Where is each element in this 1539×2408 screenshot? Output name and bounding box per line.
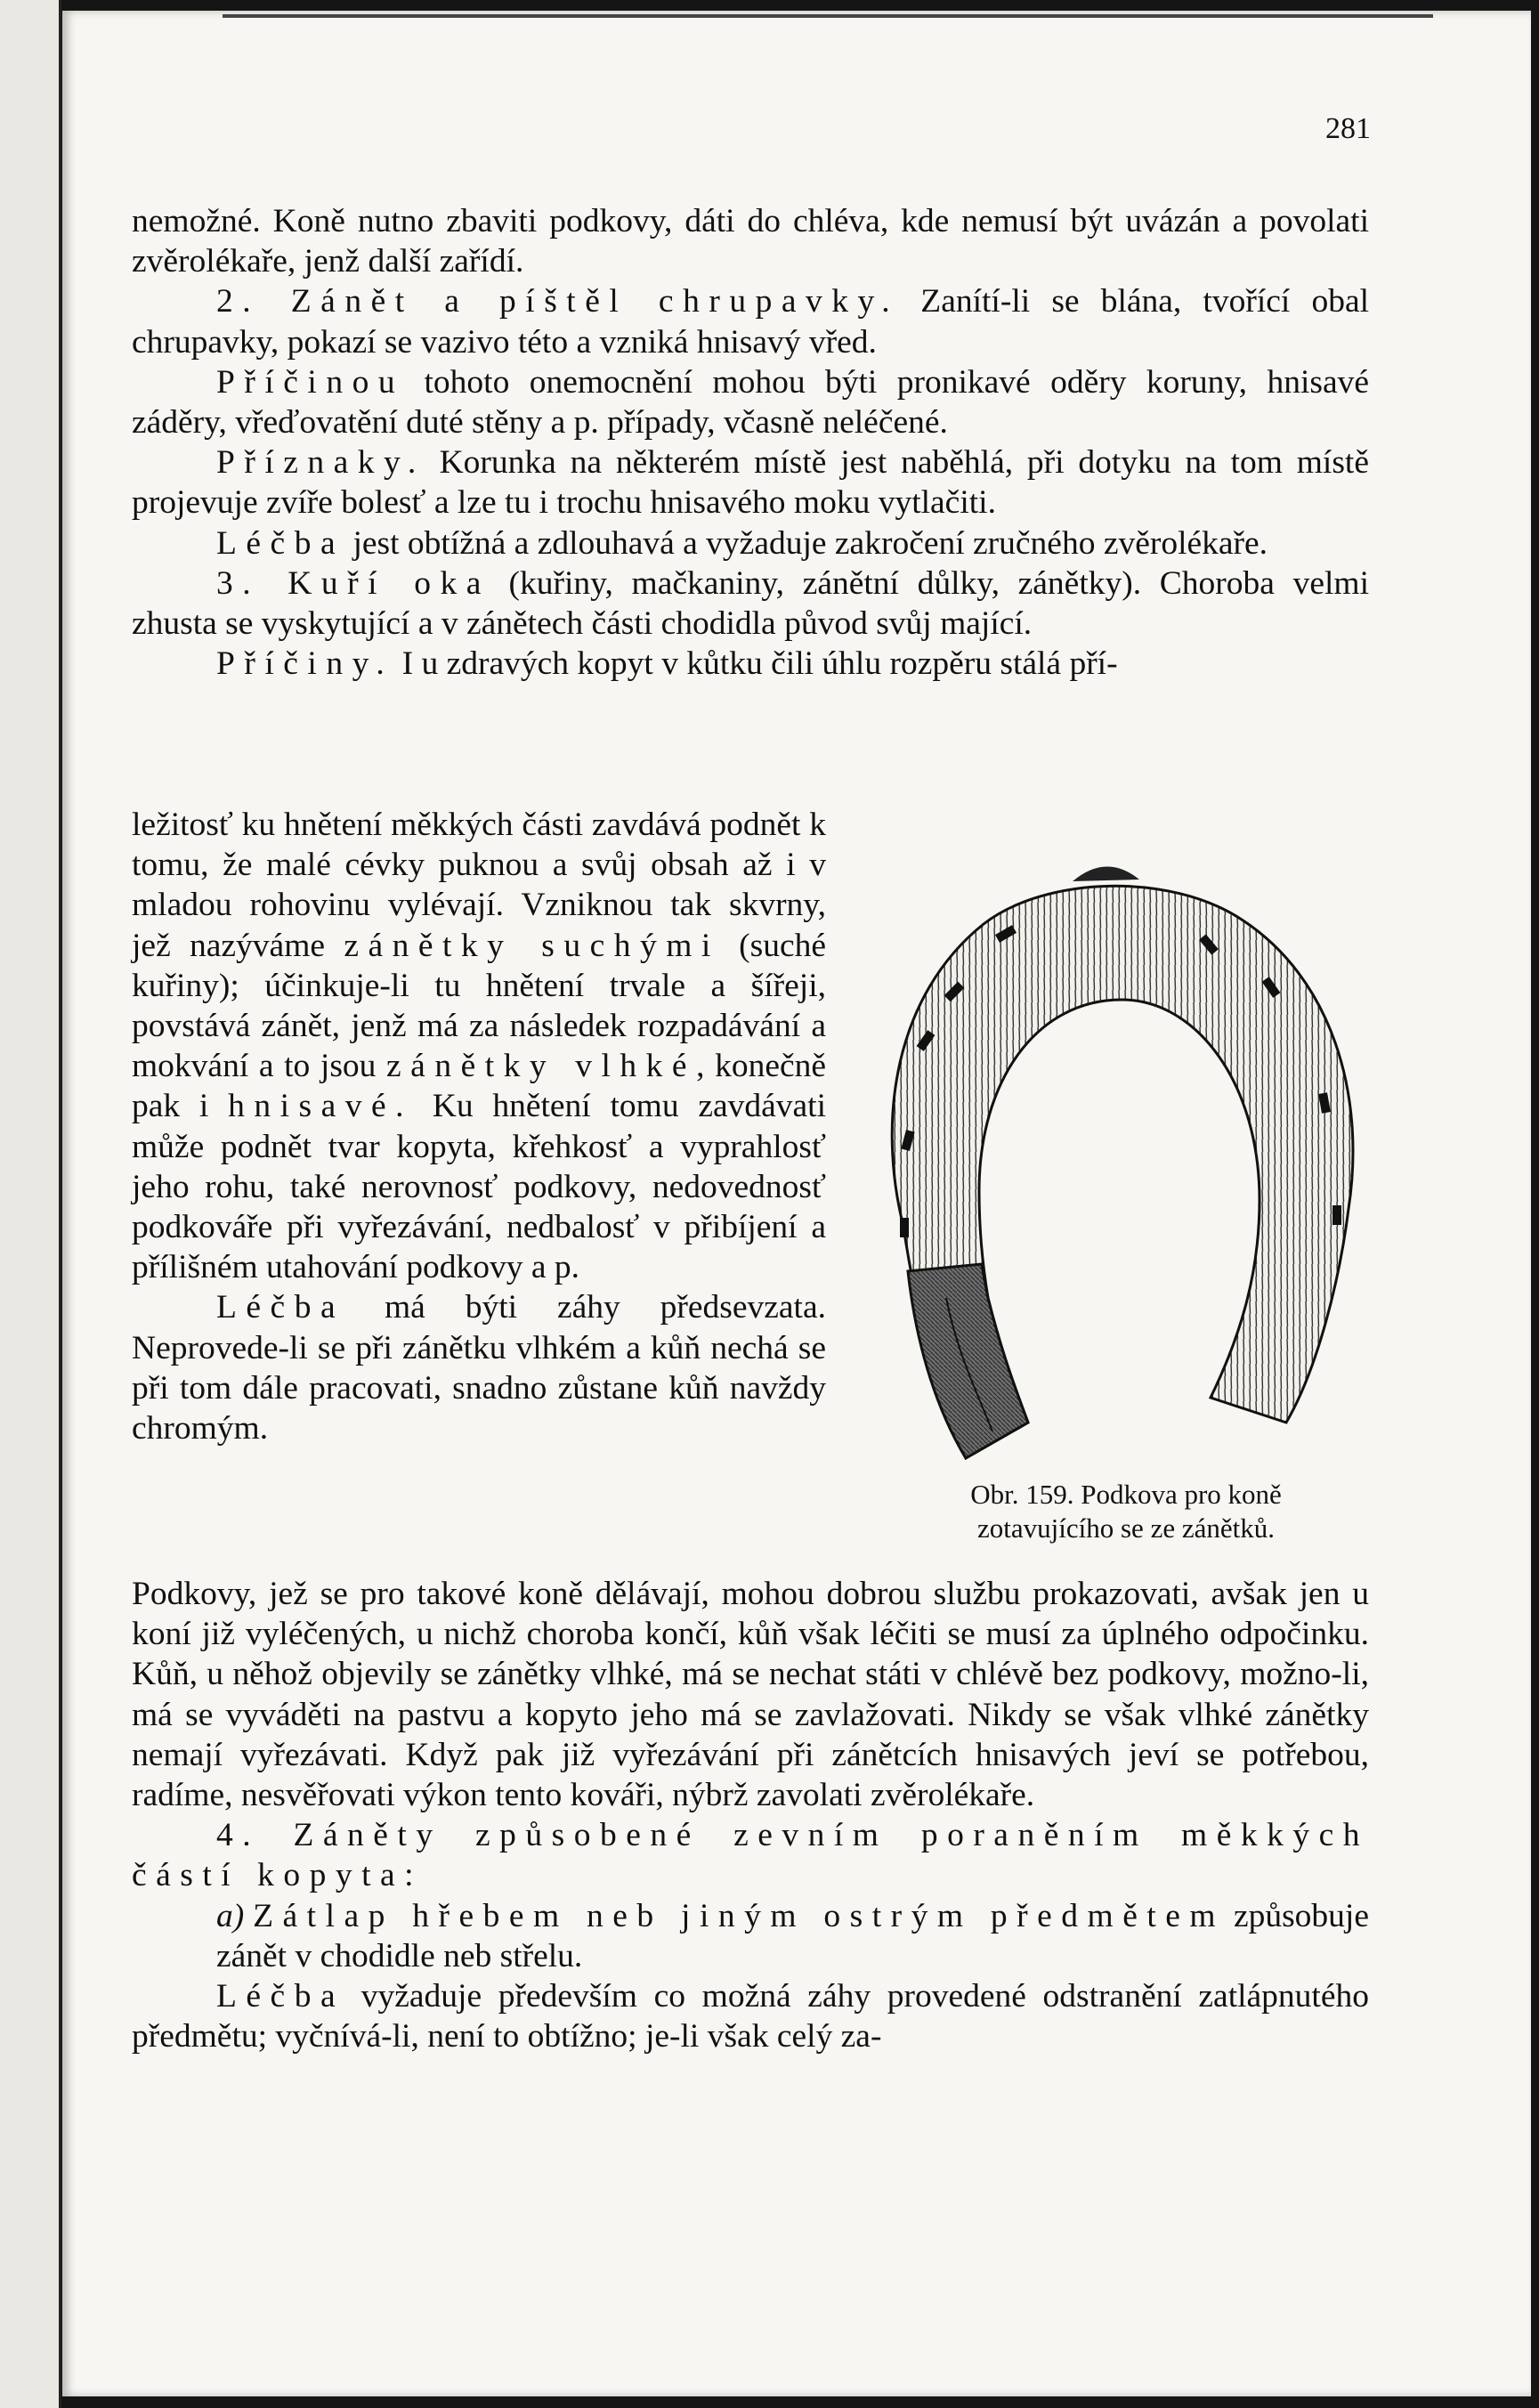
paragraph: Příznaky. Korunka na některém místě jest naběhlá, při dotyku na tom místě projevuje zvíře bolesť a lze tu i trochu hnisavého moku vytlačiti. [132, 444, 1369, 522]
paragraph: Léčba vyžaduje především co možná záhy provedené odstranění zatlápnutého předmětu; vyčnívá-li, není to obtížno; je-li však celý za- [132, 1978, 1369, 2055]
paragraph: Léčba má býti záhy předsevzata. Neprovede-li se při zánětku vlhkém a kůň nechá se při tom dále pracovati, snadno zůstane kůň navždy chromým. [132, 1289, 826, 1447]
caption-line: zotavujícího se ze zánětků. [977, 1512, 1275, 1544]
list-marker: a) [216, 1897, 245, 1934]
paragraph: Příčiny. I u zdravých kopyt v kůtku čili úhlu rozpěru stálá pří- [216, 645, 1118, 683]
paragraph: 3. Kuří oka (kuřiny, mačkaniny, zánětní důlky, zánětky). Choroba velmi zhusta se vyskytující a v zánětech části chodidla původ svůj mající. [132, 564, 1369, 643]
paragraph: ležitosť ku hnětení měkkých části zavdává podnět k tomu, že malé cévky puknou a svůj obsah až i v mladou rohovinu vylévají. Vzniknou tak skvrny, jež nazýváme zánětky suchými (suché kuřiny); účinkuje-li tu hnětení trvale a šířeji, povstává zánět, jenž má za následek rozpadávání a mokvání a to jsou zánětky vlhké, konečně pak i hnisavé. Ku hnětení tomu zavdávati může podnět tvar kopyta, křehkosť a vyprahlosť jeho rohu, také nerovnosť podkovy, nedovednosť podkováře při vyřezávání, nedbalosť v přibíjení a přílišném utahování podkovy a p. [132, 807, 827, 1286]
horseshoe-illustration [868, 853, 1375, 1476]
page-number: 281 [1325, 112, 1371, 145]
horseshoe-figure [868, 853, 1375, 1476]
paragraph: nemožné. Koně nutno zbaviti podkovy, dáti do chléva, kde nemusí být uvázán a povolati zvěrolékaře, jenž další zařídí. [132, 203, 1369, 280]
text-column-bottom [132, 1574, 1369, 2056]
toe-clip [1073, 866, 1139, 881]
caption-line: Obr. 159. Podkova pro koně [970, 1479, 1282, 1510]
text-column-narrow [132, 805, 826, 1448]
scan-top-edge-line [223, 14, 1433, 18]
list-item: a) Zátlap hřebem neb jiným ostrým předmětem způsobuje zánět v chodidle neb střelu. [216, 1897, 1369, 1974]
text-column-top [132, 201, 1369, 684]
facing-page-edge [0, 0, 61, 2408]
paragraph: Příčinou tohoto onemocnění mohou býti pronikavé oděry koruny, hnisavé záděry, vřeďovatění duté stěny a p. případy, včasně neléčené. [132, 363, 1369, 442]
paragraph: Léčba jest obtížná a zdlouhavá a vyžaduje zakročení zručného zvěrolékaře. [216, 524, 1268, 562]
heel-bar [908, 1264, 1028, 1458]
section-heading: 4. Záněty způsobené zevním poraněním měkkých částí kopyta: [132, 1817, 1369, 1894]
figure-caption [890, 1478, 1362, 1545]
paragraph: Podkovy, jež se pro takové koně dělávají, mohou dobrou službu prokazovati, avšak jen u koní již vyléčených, u nichž choroba končí, kůň však léčiti se musí za úplného odpočinku. Kůň, u něhož objevily se zánětky vlhké, má se nechat státi v chlévě bez podkovy, možno-li, má se vyváděti na pastvu a kopyto jeho má se zavlažovati. Nikdy se však vlhké zánětky nemají vyřezávati. Když pak již vyřezávání při zánětcích hnisavých jeví se potřebou, radíme, nesvěřovati výkon tento kováři, nýbrž zavolati zvěrolékaře. [132, 1576, 1369, 1814]
paragraph: 2. Zánět a píštěl chrupavky. Zanítí-li se blána, tvořící obal chrupavky, pokazí se vazivo této a vzniká hnisavý vřed. [132, 283, 1370, 361]
